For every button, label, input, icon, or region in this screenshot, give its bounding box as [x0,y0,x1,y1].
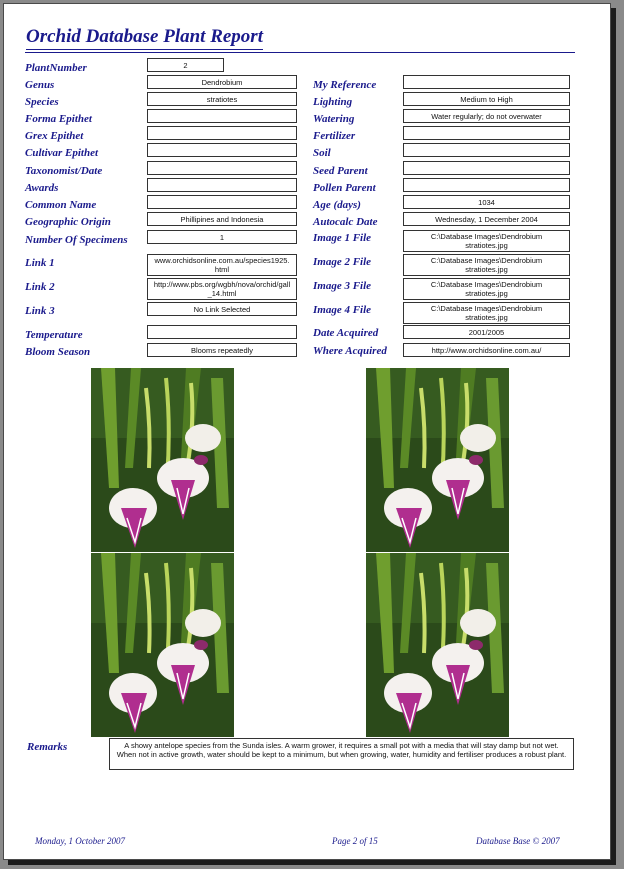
geographic-origin-label: Geographic Origin [25,216,111,228]
forma-epithet-label: Forma Epithet [25,113,92,125]
link2-value[interactable]: http://www.pbs.org/wgbh/nova/orchid/gall _14.html [147,278,297,300]
my-reference-label: My Reference [313,79,377,91]
lighting-label: Lighting [313,96,353,108]
plant-number-value: 2 [147,58,224,72]
autocalc-date-label: Autocalc Date [313,216,378,228]
awards-label: Awards [25,182,59,194]
plant-number-label: PlantNumber [25,62,87,74]
image2-file-label: Image 2 File [313,256,372,268]
image4-file-label: Image 4 File [313,304,372,316]
where-acquired-label: Where Acquired [313,345,387,357]
orchid-photo-3 [91,553,234,737]
link3-value[interactable]: No Link Selected [147,302,297,316]
species-value: stratiotes [147,92,297,106]
fertilizer-label: Fertilizer [313,130,356,142]
temperature-value [147,325,297,339]
title-divider [25,52,575,53]
link1-value[interactable]: www.orchidsonline.com.au/species1925. html [147,254,297,276]
image1-file-label: Image 1 File [313,232,372,244]
cultivar-epithet-label: Cultivar Epithet [25,147,99,159]
forma-epithet-value [147,109,297,123]
footer-date: Monday, 1 October 2007 [35,836,125,846]
age-days-value: 1034 [403,195,570,209]
cultivar-epithet-value [147,143,297,157]
link3-label: Link 3 [25,305,55,317]
common-name-value [147,195,297,209]
genus-label: Genus [25,79,55,91]
footer-page-number: Page 2 of 15 [332,836,378,846]
fertilizer-value [403,126,570,140]
orchid-photo-1 [91,368,234,552]
remarks-text: A showy antelope species from the Sunda isles. A warm grower, it requires a small pot with a media that will stay damp but not wet. When not in active growth, water should be kept to a minimum, but when growing, water, humidity and fertiliser produces a robust plant. [109,738,574,770]
taxonomist-date-label: Taxonomist/Date [25,165,103,177]
genus-value: Dendrobium [147,75,297,89]
seed-parent-value [403,161,570,175]
report-page [3,3,611,860]
lighting-value: Medium to High [403,92,570,106]
grex-epithet-label: Grex Epithet [25,130,84,142]
report-title: Orchid Database Plant Report [26,26,263,50]
link2-label: Link 2 [25,281,55,293]
watering-value: Water regularly; do not overwater [403,109,570,123]
number-of-specimens-label: Number Of Specimens [25,234,128,246]
remarks-label: Remarks [27,741,68,753]
orchid-photo-2 [366,368,509,552]
autocalc-date-value: Wednesday, 1 December 2004 [403,212,570,226]
link1-label: Link 1 [25,257,55,269]
geographic-origin-value: Phillipines and Indonesia [147,212,297,226]
image1-file-value: C:\Database Images\Dendrobium stratiotes.jpg [403,230,570,252]
image2-file-value: C:\Database Images\Dendrobium stratiotes.jpg [403,254,570,276]
orchid-photo-4 [366,553,509,737]
footer-copyright: Database Base © 2007 [476,836,560,846]
my-reference-value [403,75,570,89]
bloom-season-label: Bloom Season [25,346,91,358]
watering-label: Watering [313,113,355,125]
bloom-season-value: Blooms repeatedly [147,343,297,357]
image3-file-label: Image 3 File [313,280,372,292]
taxonomist-date-value [147,161,297,175]
temperature-label: Temperature [25,329,83,341]
where-acquired-value[interactable]: http://www.orchidsonline.com.au/ [403,343,570,357]
grex-epithet-value [147,126,297,140]
date-acquired-label: Date Acquired [313,327,379,339]
age-days-label: Age (days) [313,199,361,211]
awards-value [147,178,297,192]
pollen-parent-value [403,178,570,192]
species-label: Species [25,96,59,108]
date-acquired-value: 2001/2005 [403,325,570,339]
common-name-label: Common Name [25,199,97,211]
number-of-specimens-value: 1 [147,230,297,244]
image3-file-value: C:\Database Images\Dendrobium stratiotes.jpg [403,278,570,300]
image4-file-value: C:\Database Images\Dendrobium stratiotes.jpg [403,302,570,324]
pollen-parent-label: Pollen Parent [313,182,376,194]
seed-parent-label: Seed Parent [313,165,368,177]
soil-label: Soil [313,147,331,159]
soil-value [403,143,570,157]
